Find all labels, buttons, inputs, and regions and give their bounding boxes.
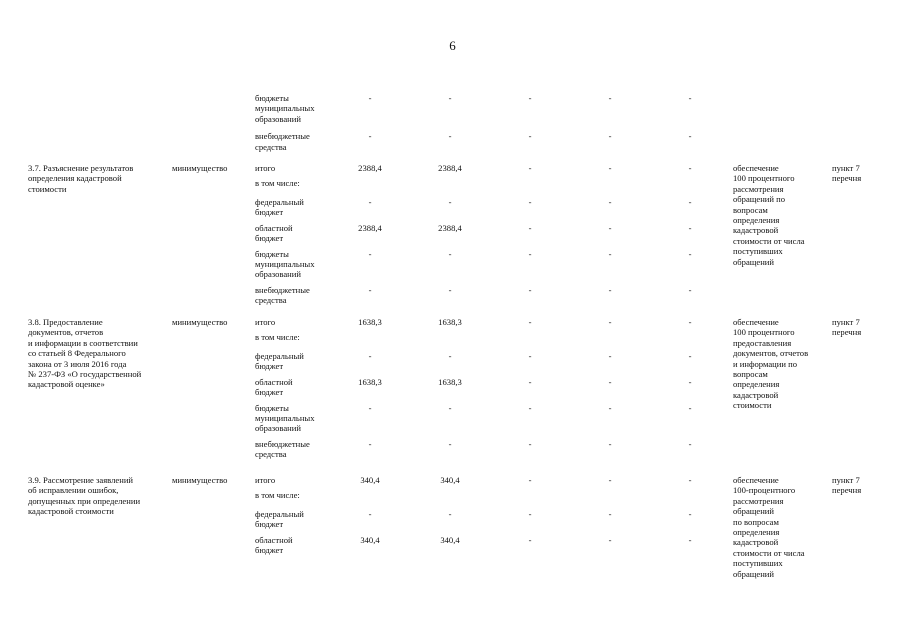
expected-result: по вопросам [733,516,779,527]
measure-name: стоимости [28,183,67,194]
amount-cell: - [448,350,452,361]
expected-result: обеспечение [733,475,779,485]
amount-cell: - [608,508,612,519]
funding-source-label: бюджеты [255,402,289,413]
executor-cell: минимущество [172,163,228,173]
expected-result: вопросам [733,369,768,379]
amount-cell: - [688,402,692,413]
amount-cell: - [528,284,532,295]
amount-cell: - [688,93,692,103]
amount-cell: - [368,196,372,207]
reference-cell: пункт 7 [832,163,860,173]
amount-cell: - [528,438,532,449]
amount-cell: - [528,93,532,103]
measure-name: 3.8. Предоставление [28,317,103,327]
funding-source-label: в том числе: [255,332,300,343]
funding-source-label: областной [255,376,293,387]
amount-cell: 1638,3 [358,376,382,387]
amount-cell: - [688,222,692,233]
funding-source-label: бюджет [255,207,284,218]
funding-source-label: итого [255,163,276,173]
amount-cell: - [368,284,372,295]
amount-cell: - [688,196,692,207]
amount-cell: 2388,4 [438,222,462,233]
funding-source-label: образований [255,269,301,280]
expected-result: определения [733,379,780,390]
amount-cell: - [688,475,692,485]
amount-cell: 340,4 [360,534,380,545]
funding-source-label: средства [255,449,287,460]
measure-name: закона от 3 июля 2016 года [28,358,127,369]
amount-cell: - [608,376,612,387]
expected-result: вопросам [733,204,768,215]
amount-cell: - [688,508,692,519]
executor-cell: минимущество [172,475,228,485]
amount-cell: - [368,508,372,519]
funding-source-label: образований [255,113,301,124]
expected-result: рассмотрения [733,495,784,506]
amount-cell: 1638,3 [438,317,462,327]
reference-cell: перечня [832,327,862,338]
expected-result: обращений [733,506,775,517]
funding-source-label: бюджеты [255,248,289,259]
amount-cell: - [608,284,612,295]
measure-name: кадастровой оценке» [28,379,105,390]
amount-cell: - [528,222,532,233]
expected-result: стоимости от числа [733,547,805,558]
amount-cell: - [448,284,452,295]
measure-name: об исправлении ошибок, [28,485,119,496]
measure-name: документов, отчетов [28,327,104,338]
amount-cell: - [528,475,532,485]
expected-result: определения [733,215,780,225]
amount-cell: 340,4 [440,475,460,485]
amount-cell: - [528,402,532,413]
funding-source-label: в том числе: [255,490,300,501]
amount-cell: - [448,402,452,413]
funding-source-label: областной [255,534,293,545]
amount-cell: - [608,248,612,259]
expected-result: предоставления [733,337,792,348]
amount-cell: - [368,350,372,361]
amount-cell: 340,4 [440,534,460,545]
amount-cell: - [688,163,692,173]
funding-source-label: областной [255,222,293,233]
amount-cell: - [688,317,692,327]
amount-cell: - [368,402,372,413]
expected-result: определения [733,527,780,537]
amount-cell: 2388,4 [358,222,382,233]
amount-cell: - [448,93,452,103]
funding-source-label: федеральный [255,196,304,207]
funding-source-label: бюджет [255,233,284,244]
executor-cell: минимущество [172,317,228,327]
expected-result: стоимости [733,400,772,411]
amount-cell: - [528,350,532,361]
amount-cell: - [528,131,532,142]
expected-result: обеспечение [733,163,779,173]
funding-source-label: бюджет [255,387,284,398]
reference-cell: пункт 7 [832,475,860,485]
amount-cell: 2388,4 [358,163,382,173]
funding-source-label: средства [255,295,287,306]
expected-result: 100 процентного [733,327,795,338]
reference-cell: перечня [832,173,862,184]
amount-cell: - [448,438,452,449]
amount-cell: - [448,248,452,259]
funding-source-label: образований [255,423,301,434]
expected-result: обращений по [733,194,786,205]
reference-cell: перечня [832,485,862,496]
funding-source-label: федеральный [255,350,304,361]
amount-cell: 1638,3 [358,317,382,327]
reference-cell: пункт 7 [832,317,860,327]
amount-cell: - [528,376,532,387]
funding-source-label: бюджеты [255,93,289,103]
funding-source-label: бюджет [255,519,284,530]
amount-cell: - [528,196,532,207]
measure-name: 3.9. Рассмотрение заявлений [28,475,134,485]
measure-name: допущенных при определении [28,495,141,506]
funding-source-label: внебюджетные [255,284,310,295]
measure-name: 3.7. Разъяснение результатов [28,163,134,173]
expected-result: и информации по [733,358,798,369]
funding-source-label: внебюджетные [255,131,310,142]
funding-source-label: бюджет [255,361,284,372]
amount-cell: - [608,534,612,545]
expected-result: поступивших [733,246,783,257]
funding-source-label: итого [255,317,276,327]
amount-cell: - [528,163,532,173]
expected-result: обращений [733,256,775,267]
amount-cell: - [368,131,372,142]
expected-result: 100 процентного [733,173,795,184]
amount-cell: - [448,508,452,519]
expected-result: обращений [733,568,775,579]
amount-cell: - [528,534,532,545]
amount-cell: - [528,248,532,259]
expected-result: документов, отчетов [733,348,809,359]
funding-source-label: в том числе: [255,178,300,189]
measure-name: и информации в соответствии [28,337,138,348]
amount-cell: - [608,438,612,449]
amount-cell: - [368,438,372,449]
page-number: 6 [449,38,456,53]
funding-source-label: бюджет [255,545,284,556]
amount-cell: - [368,248,372,259]
expected-result: поступивших [733,558,783,569]
amount-cell: - [688,534,692,545]
funding-source-label: итого [255,475,276,485]
funding-source-label: муниципальных [255,258,315,269]
amount-cell: - [528,508,532,519]
amount-cell: 2388,4 [438,163,462,173]
expected-result: обеспечение [733,317,779,327]
amount-cell: - [608,317,612,327]
measure-name: определения кадастровой [28,173,122,184]
expected-result: стоимости от числа [733,235,805,246]
amount-cell: - [688,131,692,142]
expected-result: кадастровой [733,537,779,548]
funding-source-label: федеральный [255,508,304,519]
funding-source-label: внебюджетные [255,438,310,449]
measure-name: № 237-ФЗ «О государственной [28,369,142,379]
amount-cell: - [608,93,612,103]
amount-cell: - [688,284,692,295]
amount-cell: - [688,248,692,259]
amount-cell: - [688,350,692,361]
amount-cell: - [608,350,612,361]
amount-cell: - [608,222,612,233]
amount-cell: - [608,475,612,485]
amount-cell: - [688,376,692,387]
measure-name: кадастровой стоимости [28,506,114,517]
amount-cell: - [608,131,612,142]
expected-result: рассмотрения [733,183,784,194]
funding-source-label: муниципальных [255,412,315,423]
amount-cell: 340,4 [360,475,380,485]
amount-cell: - [368,93,372,103]
expected-result: кадастровой [733,225,779,236]
amount-cell: - [608,402,612,413]
funding-source-label: муниципальных [255,103,315,114]
amount-cell: - [608,196,612,207]
amount-cell: - [608,163,612,173]
funding-source-label: средства [255,141,287,152]
amount-cell: 1638,3 [438,376,462,387]
expected-result: кадастровой [733,389,779,400]
measure-name: со статьей 8 Федерального [28,348,126,359]
amount-cell: - [448,196,452,207]
amount-cell: - [528,317,532,327]
expected-result: 100-процентного [733,485,796,496]
amount-cell: - [688,438,692,449]
amount-cell: - [448,131,452,142]
